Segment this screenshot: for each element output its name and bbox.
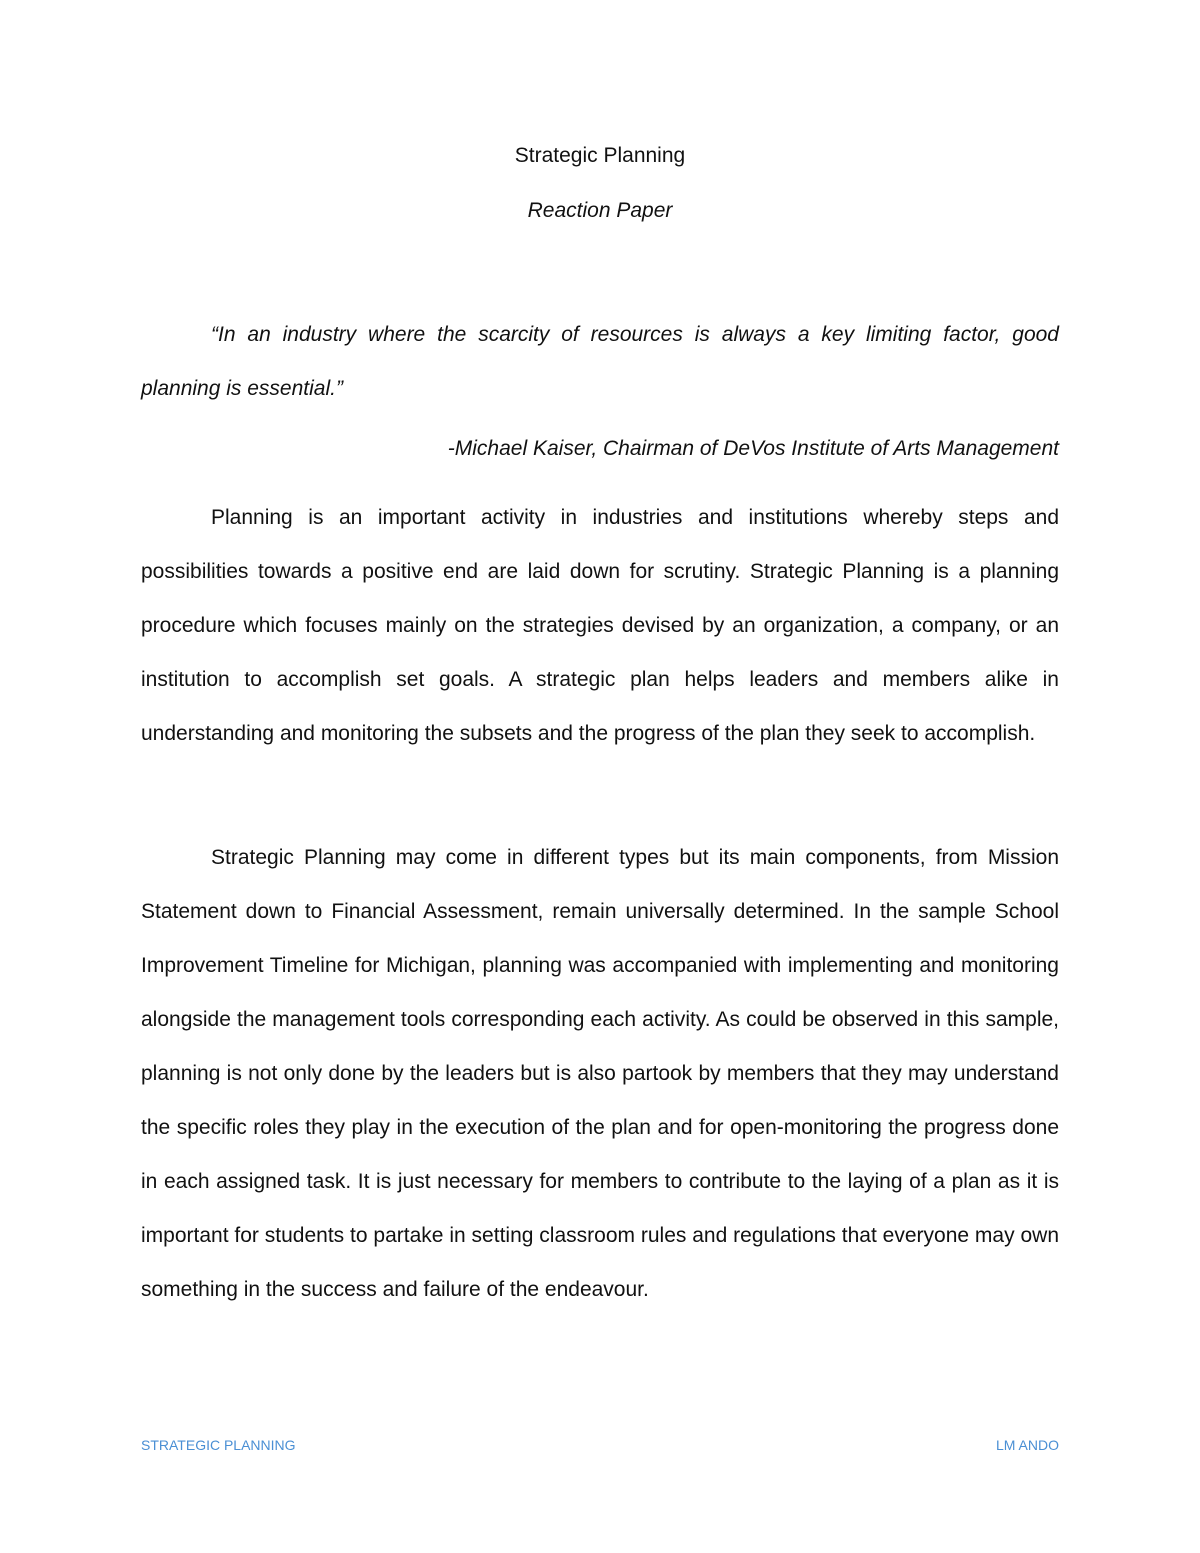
epigraph-quote: “In an industry where the scarcity of resources is always a key limiting factor, good planning is essential.” xyxy=(141,323,1059,400)
epigraph-attribution: -Michael Kaiser, Chairman of DeVos Institute of Arts Management xyxy=(447,437,1059,460)
footer-left-text: STRATEGIC PLANNING xyxy=(141,1437,296,1453)
footer-right-text: LM ANDO xyxy=(995,1437,1059,1453)
body-paragraph-1: Planning is an important activity in industries and institutions whereby steps and possibilities towards a positive end are laid down for scrutiny. Strategic Planning is a planning procedure which focuses mainly on the strategies devised by an organization, a company, or an institution to accomplish set goals. A strategic plan helps leaders and members alike in understanding and monitoring the subsets and the progress of the plan they seek to accomplish. xyxy=(141,506,1059,745)
document-title: Strategic Planning xyxy=(514,144,686,167)
document-subtitle: Reaction Paper xyxy=(527,199,673,222)
body-paragraph-2: Strategic Planning may come in different types but its main components, from Mission Statement down to Financial Assessment, remain universally determined. In the sample School Improvement Timeline for Michigan, planning was accompanied with implementing and monitoring alongside the management tools corresponding each activity. As could be observed in this sample, planning is not only done by the leaders but is also partook by members that they may understand the specific roles they play in the execution of the plan and for open-monitoring the progress done in each assigned task. It is just necessary for members to contribute to the laying of a plan as it is important for students to partake in setting classroom rules and regulations that everyone may own something in the success and failure of the endeavour. xyxy=(141,846,1059,1301)
